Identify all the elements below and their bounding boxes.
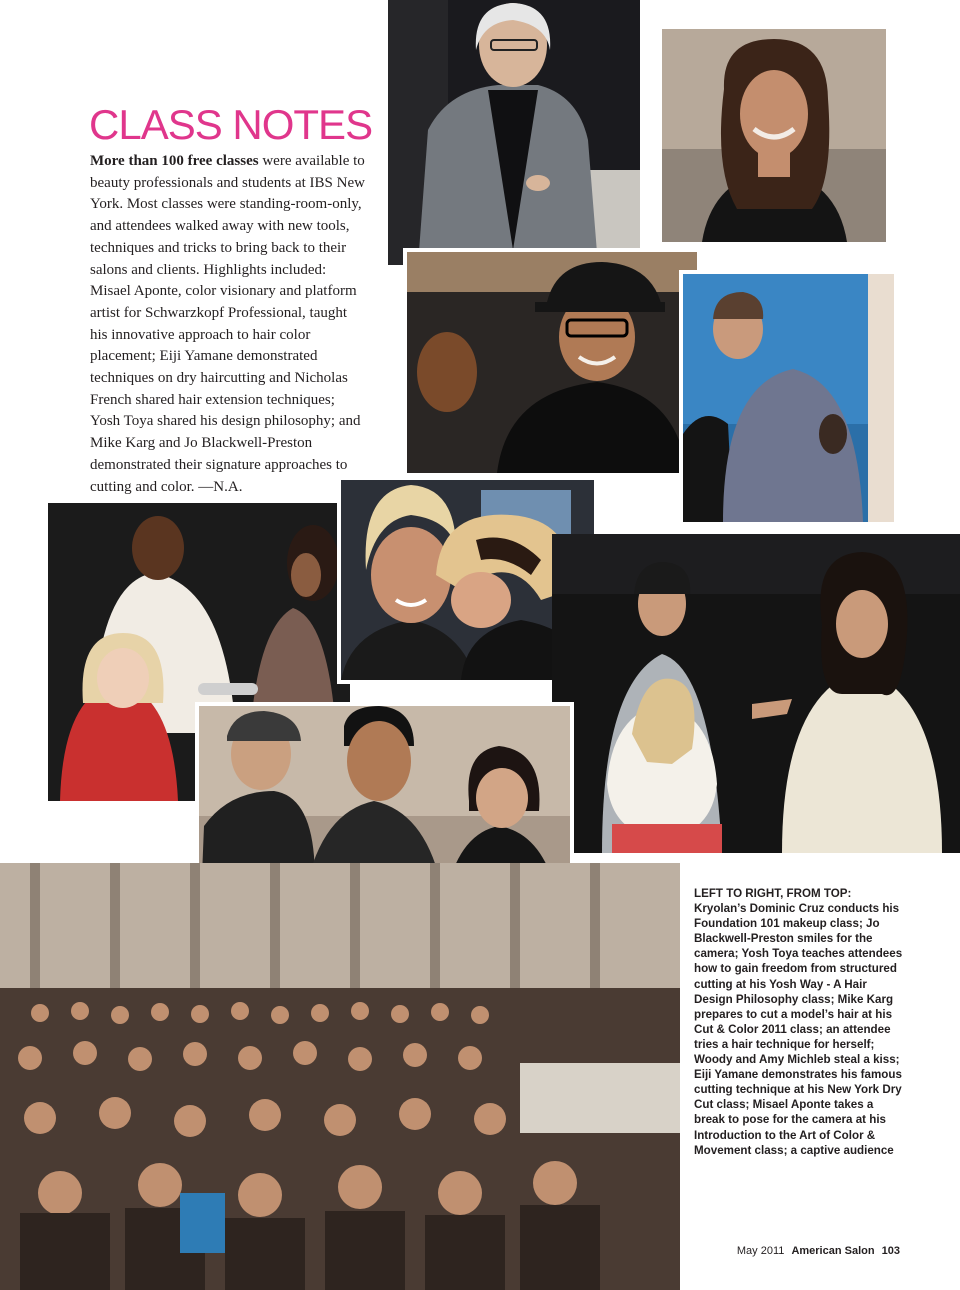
article-lead: More than 100 free classes [90, 153, 259, 169]
folio-date: May 2011 [736, 1245, 785, 1257]
caption-heading: LEFT TO RIGHT, FROM TOP: [694, 887, 852, 900]
folio-magazine: American Salon [791, 1245, 875, 1257]
photo-caption [694, 886, 906, 1158]
photo-captive-audience [0, 863, 680, 1290]
photo-eiji-yamane [552, 534, 960, 853]
page-title: CLASS NOTES [89, 101, 373, 148]
photo-mike-karg [679, 270, 898, 526]
caption-text: Kryolan’s Dominic Cruz conducts his Foundation 101 makeup class; Jo Blackwell-Preston smiles for the camera; Yosh Toya teaches attendees how to gain freedom from structured cutting at his Yosh Way - A Hair Design Philosophy class; Mike Karg prepares to cut a model’s hair at his Cut & Color 2011 class; an attendee tries a hair technique for herself; Woody and Amy Michleb steal a kiss; Eiji Yamane demonstrates his famous cutting technique at his New York Dry Cut class; Misael Aponte takes a break to pose for the camera at his Introduction to the Art of Color & Movement class; a captive audience [694, 902, 903, 1157]
page-number: 103 [881, 1245, 900, 1257]
photo-jo-blackwell-preston [662, 29, 886, 242]
article-body [90, 151, 368, 498]
article-body-text: were available to beauty professionals and students at IBS New York. Most classes were standing-room-only, and attendees walked away with new tools, techniques and tricks to bring back to their salons and clients. Highlights included: Misael Aponte, color visionary and platform artist for Schwarzkopf Professional, taught his innovative approach to hair color placement; Eiji Yamane demonstrated techniques on dry haircutting and Nicholas French shared hair extension techniques; Yosh Toya shared his design philosophy; and Mike Karg and Jo Blackwell-Preston demonstrated their signature approaches to cutting and color. —N.A. [90, 153, 365, 495]
page-folio [737, 1245, 900, 1257]
photo-yosh-toya [403, 248, 701, 477]
photo-dominic-cruz [388, 0, 640, 265]
